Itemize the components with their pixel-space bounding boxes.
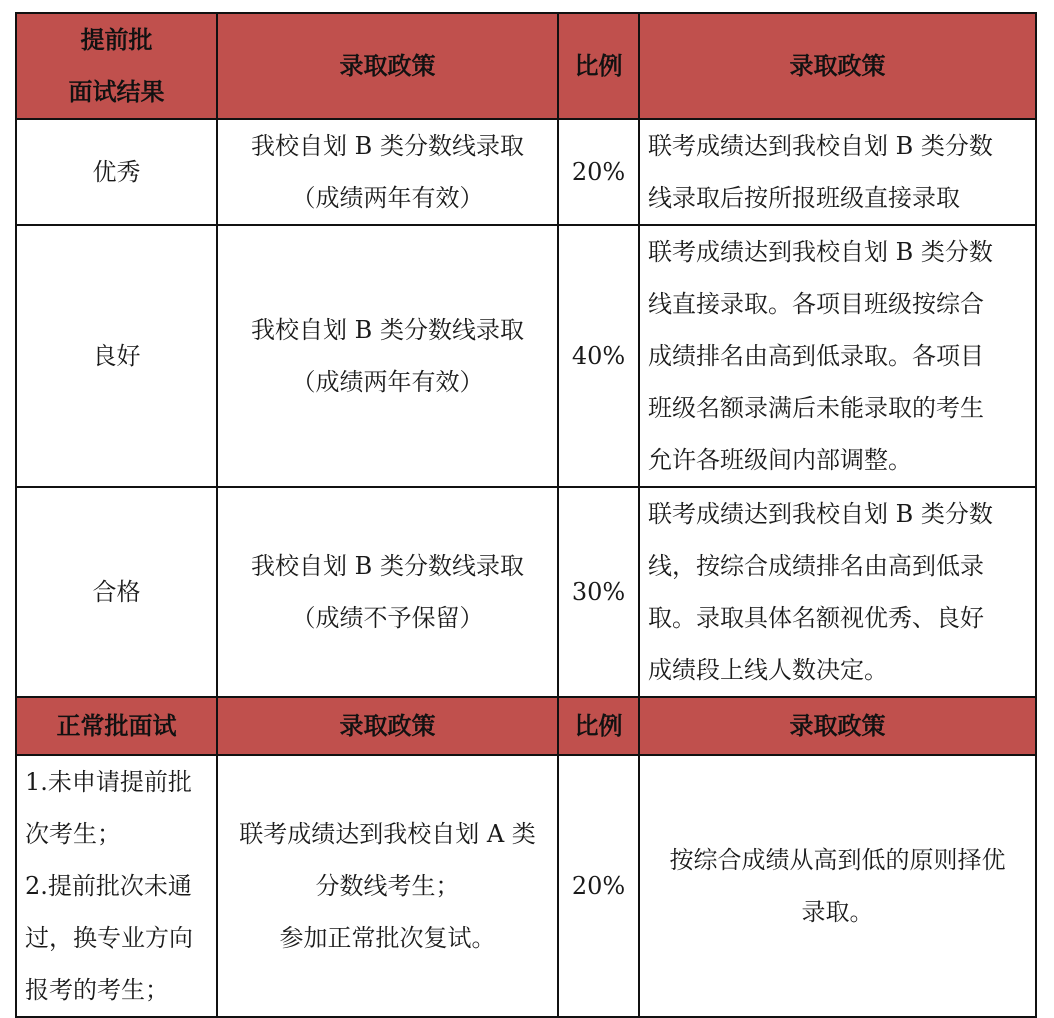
ratio-cell: 20% xyxy=(558,119,639,225)
header-early-interview-result: 提前批 面试结果 xyxy=(16,13,217,119)
header-admission-policy: 录取政策 xyxy=(217,13,558,119)
policy-cell: 我校自划 B 类分数线录取 （成绩两年有效） xyxy=(217,225,558,487)
policy-cell: 我校自划 B 类分数线录取 （成绩不予保留） xyxy=(217,487,558,697)
result-cell: 良好 xyxy=(16,225,217,487)
header-row-early-batch xyxy=(16,13,1036,119)
result-cell: 优秀 xyxy=(16,119,217,225)
header-admission-policy: 录取政策 xyxy=(217,697,558,755)
header-admission-policy-detail: 录取政策 xyxy=(639,13,1036,119)
header-ratio: 比例 xyxy=(558,697,639,755)
ratio-cell: 40% xyxy=(558,225,639,487)
candidates-cell: 1.未申请提前批 次考生； 2.提前批次未通 过，换专业方向 报考的考生； xyxy=(16,755,217,1017)
table-row-pass xyxy=(16,487,1036,697)
result-cell: 合格 xyxy=(16,487,217,697)
detail-cell: 联考成绩达到我校自划 B 类分数 线直接录取。各项目班级按综合 成绩排名由高到低录取。各项目 班级名额录满后未能录取的考生 允许各班级间内部调整。 xyxy=(639,225,1036,487)
policy-cell: 联考成绩达到我校自划 A 类 分数线考生； 参加正常批次复试。 xyxy=(217,755,558,1017)
policy-cell: 我校自划 B 类分数线录取 （成绩两年有效） xyxy=(217,119,558,225)
header-admission-policy-detail: 录取政策 xyxy=(639,697,1036,755)
header-normal-interview: 正常批面试 xyxy=(16,697,217,755)
ratio-cell: 30% xyxy=(558,487,639,697)
detail-cell: 联考成绩达到我校自划 B 类分数 线，按综合成绩排名由高到低录 取。录取具体名额视优秀、良好 成绩段上线人数决定。 xyxy=(639,487,1036,697)
detail-cell: 按综合成绩从高到低的原则择优 录取。 xyxy=(639,755,1036,1017)
table-row-normal-batch xyxy=(16,755,1036,1017)
header-row-normal-batch xyxy=(16,697,1036,755)
admission-policy-table xyxy=(15,12,1037,1018)
table-row-good xyxy=(16,225,1036,487)
table-row-excellent xyxy=(16,119,1036,225)
detail-cell: 联考成绩达到我校自划 B 类分数 线录取后按所报班级直接录取 xyxy=(639,119,1036,225)
ratio-cell: 20% xyxy=(558,755,639,1017)
header-ratio: 比例 xyxy=(558,13,639,119)
